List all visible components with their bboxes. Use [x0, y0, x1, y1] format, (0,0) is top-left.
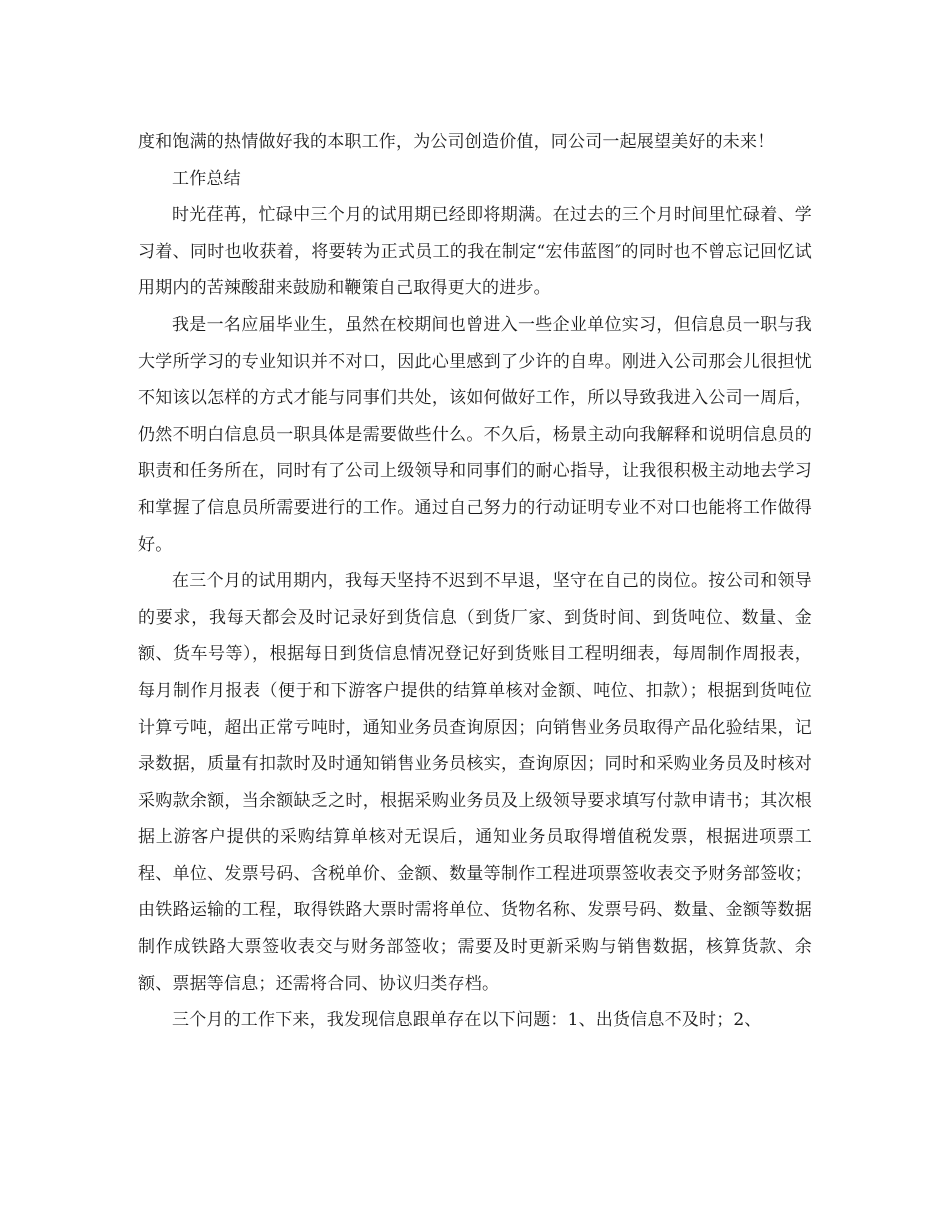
paragraph-problems: 三个月的工作下来，我发现信息跟单存在以下问题：1、出货信息不及时；2、 — [172, 1010, 762, 1031]
paragraph-background: 我是一名应届毕业生，虽然在校期间也曾进入一些企业单位实习，但信息员一职与我大学所学习的专业知识并不对口，因此心里感到了少许的自卑。刚进入公司那会儿很担忧不知该以怎样的方式才能与同事们共处，该如何做好工作，所以导致我进入公司一周后，仍然不明白信息员一职具体是需要做些什么。不久后，杨景主动向我解释和说明信息员的职责和任务所在，同时有了公司上级领导和同事们的耐心指导，让我很积极主动地去学习和掌握了信息员所需要进行的工作。通过自己努力的行动证明专业不对口也能将工作做得好。 — [138, 314, 812, 555]
document-body — [138, 124, 812, 1039]
section-heading: 工作总结 — [172, 168, 241, 189]
paragraph-intro: 时光荏苒，忙碌中三个月的试用期已经即将期满。在过去的三个月时间里忙碌着、学习着、同时也收获着，将要转为正式员工的我在制定“宏伟蓝图″的同时也不曾忘记回忆试用期内的苦辣酸甜来鼓励和鞭策自己取得更大的进步。 — [138, 205, 812, 299]
paragraph-continuation: 度和饱满的热情做好我的本职工作，为公司创造价值，同公司一起展望美好的未来！ — [138, 132, 775, 152]
paragraph-duties: 在三个月的试用期内，我每天坚持不迟到不早退，坚守在自己的岗位。按公司和领导的要求，我每天都会及时记录好到货信息（到货厂家、到货时间、到货吨位、数量、金额、货车号等），根据每日到货信息情况登记好到货账目工程明细表，每周制作周报表，每月制作月报表（便于和下游客户提供的结算单核对金额、吨位、扣款）；根据到货吨位计算亏吨，超出正常亏吨时，通知业务员查询原因；向销售业务员取得产品化验结果，记录数据，质量有扣款时及时通知销售业务员核实，查询原因；同时和采购业务员及时核对采购款余额，当余额缺乏之时，根据采购业务员及上级领导要求填写付款申请书；其次根据上游客户提供的采购结算单核对无误后，通知业务员取得增值税发票，根据进项票工程、单位、发票号码、含税单价、金额、数量等制作工程进项票签收表交予财务部签收；由铁路运输的工程，取得铁路大票时需将单位、货物名称、发票号码、数量、金额等数据制作成铁路大票签收表交与财务部签收；需要及时更新采购与销售数据，核算货款、余额、票据等信息；还需将合同、协议归类存档。 — [138, 571, 812, 994]
